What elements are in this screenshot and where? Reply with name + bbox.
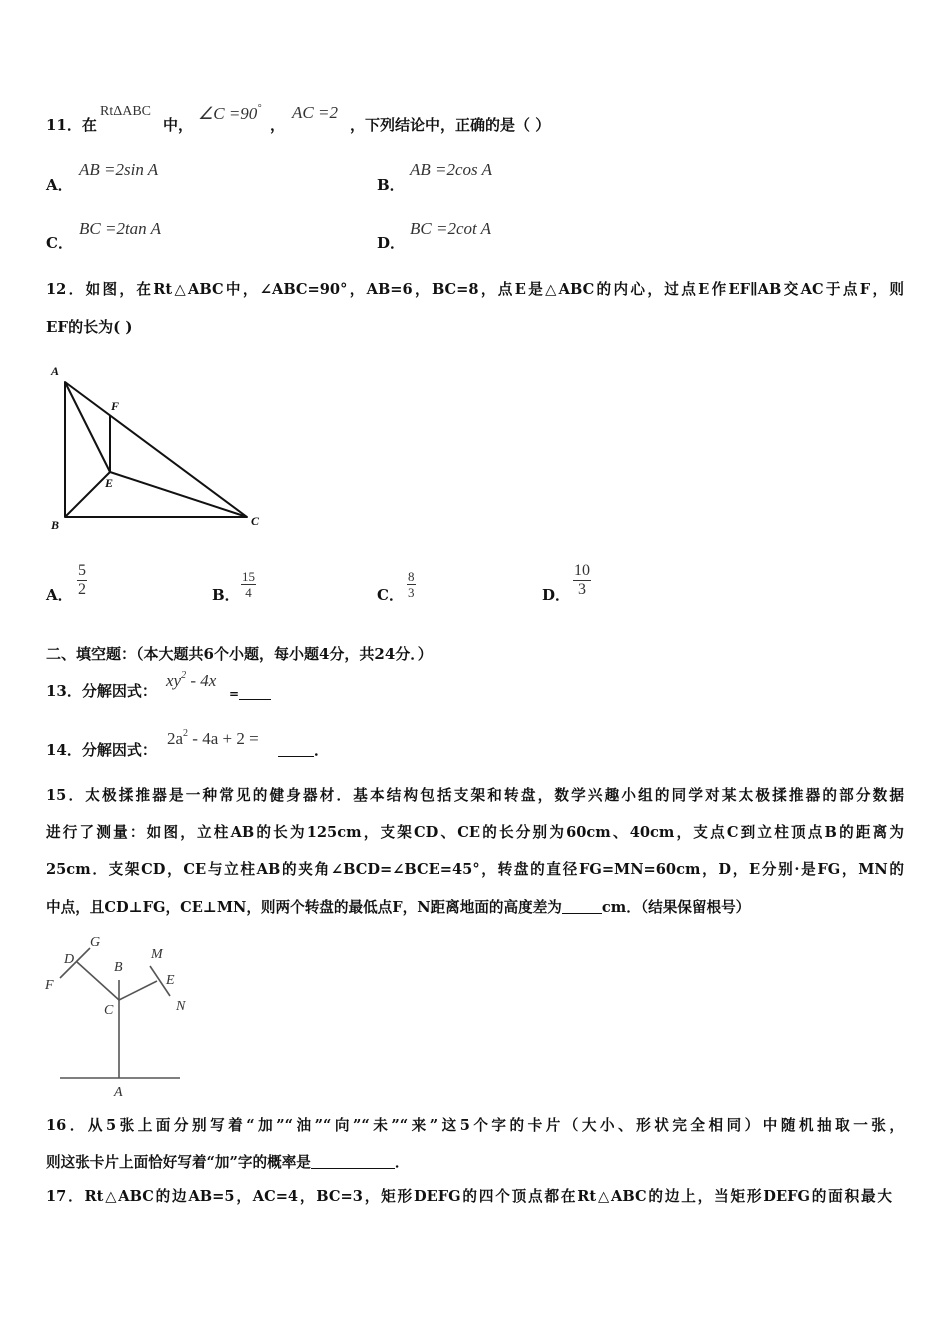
label-m: M: [151, 947, 163, 962]
label-d: D: [64, 952, 75, 967]
q11-option-a-label: A．: [46, 176, 73, 194]
q17-line-1: 17．Rt△ABC的边AB=5，AC=4，BC=3，矩形DEFG的四个顶点都在Rt△ABC的边上，当矩形DEFG的面积最大: [46, 1188, 892, 1205]
denominator: 4: [245, 585, 252, 600]
q13-expression: [166, 670, 216, 691]
q14-exponent: 2: [183, 728, 189, 739]
q12-triangle-figure: [0, 0, 300, 560]
q11-mid: 中，: [163, 116, 194, 134]
q14-term-2: - 4a + 2 =: [188, 729, 259, 748]
label-f: F: [111, 399, 120, 413]
q12-option-d-label: D．: [542, 586, 571, 604]
segment-be: [65, 472, 110, 517]
q13-eq: =: [229, 687, 240, 701]
label-c: C: [251, 514, 260, 528]
q13-exponent: 2: [181, 670, 187, 681]
q12-option-c-label: C．: [377, 586, 404, 604]
q13-answer-blank[interactable]: [239, 685, 271, 700]
q12-line-2: EF的长为( ): [46, 318, 133, 336]
q11-triangle-text: RtΔABC: [100, 104, 152, 119]
q14-term: 2a: [167, 729, 184, 748]
q14-answer: [278, 740, 329, 760]
section-2-title: 二、填空题：（本大题共6个小题，每小题4分，共24分．）: [46, 645, 433, 663]
q11-angle-text: ∠C =90: [198, 104, 258, 123]
q14-answer-blank[interactable]: [278, 742, 314, 757]
label-b: B: [51, 518, 60, 532]
q14-expression: [167, 728, 259, 749]
q12-option-c-fraction: [407, 569, 416, 600]
label-f: F: [45, 978, 54, 993]
label-b: B: [114, 960, 123, 975]
q13-term-2: - 4x: [186, 671, 217, 690]
segment-ae: [65, 382, 110, 472]
numerator: 10: [574, 562, 590, 579]
q12-option-a-fraction: [77, 562, 87, 599]
q15-line-2: 进行了测量：如图，立柱AB的长为125cm，支架CD、CE的长分别为60cm、40cm，支点C到立柱顶点B的距离为: [46, 824, 904, 841]
degree-sign: °: [257, 103, 262, 114]
q15-figure: [40, 930, 200, 1102]
q16-line-2-tail: ．: [394, 1154, 410, 1171]
label-g: G: [90, 935, 101, 950]
numerator: 5: [78, 562, 86, 579]
numerator: 15: [242, 569, 255, 584]
q14-prefix: 14．分解因式：: [46, 741, 157, 759]
q12-option-d-fraction: [573, 562, 591, 599]
bracket-cd: [77, 962, 119, 1000]
q11-number: 11．在: [46, 116, 97, 134]
triangle-abc: [65, 382, 247, 517]
q16-answer-blank[interactable]: [311, 1154, 395, 1169]
label-c: C: [104, 1003, 114, 1018]
q15-answer-blank[interactable]: [562, 899, 602, 914]
q15-line-3: 25cm．支架CD，CE与立柱AB的夹角∠BCD=∠BCE=45°，转盘的直径FG=MN=60cm，D，E分别·是FG，MN的: [46, 861, 904, 878]
q14-end: ．: [314, 741, 330, 759]
label-e: E: [105, 476, 114, 490]
q15-line-1: 15．太极揉推器是一种常见的健身器材．基本结构包括支架和转盘，数学兴趣小组的同学对某太极揉推器的部分数据: [46, 787, 904, 804]
label-a: A: [51, 364, 60, 378]
label-n: N: [176, 999, 186, 1014]
label-e: E: [166, 973, 175, 988]
q13-term: xy: [166, 671, 182, 690]
denominator: 2: [78, 581, 86, 598]
q15-line-4: [46, 898, 750, 918]
q11-option-c-label: C．: [46, 234, 73, 252]
q16-line-1: 16．从5张上面分别写着“加”“油”“向”“未”“来”这5个字的卡片（大小、形状完全相同）中随机抽取一张，: [46, 1117, 904, 1134]
q15-line-4-tail: cm．（结果保留根号）: [601, 899, 751, 916]
denominator: 3: [408, 585, 415, 600]
q15-line-4-text: 中点，且CD⊥FG，CE⊥MN，则两个转盘的最低点F，N距离地面的高度差为: [46, 899, 562, 916]
q16-line-2: [46, 1153, 410, 1173]
q11-comma: ，: [270, 116, 286, 134]
q12-option-b-label: B．: [212, 586, 240, 604]
q11-option-b: AB =2cos A: [410, 160, 492, 179]
q11-option-c: BC =2tan A: [79, 219, 161, 238]
q12-option-a-label: A．: [46, 586, 73, 604]
q11-option-d-label: D．: [377, 234, 406, 252]
q11-tail: ，下列结论中，正确的是（ ）: [350, 116, 551, 134]
segment-ce: [110, 472, 247, 517]
bracket-ce: [119, 981, 157, 1000]
q16-line-2-text: 则这张卡片上面恰好写着“加”字的概率是: [46, 1154, 311, 1171]
q11-option-b-label: B．: [377, 176, 405, 194]
q13-prefix: 13．分解因式：: [46, 682, 157, 700]
q11-ac: AC =2: [292, 103, 338, 122]
q11-option-d: BC =2cot A: [410, 219, 492, 238]
numerator: 8: [408, 569, 415, 584]
label-a: A: [114, 1085, 123, 1100]
q11-option-a: AB =2sin A: [79, 160, 159, 179]
q12-line-1: 12．如图，在Rt△ABC中，∠ABC=90°，AB=6，BC=8，点E是△ABC的内心，过点E作EF∥AB交AC于点F，则: [46, 281, 904, 298]
denominator: 3: [578, 581, 586, 598]
q12-option-b-fraction: [241, 569, 256, 600]
q13-equals: [229, 684, 271, 704]
